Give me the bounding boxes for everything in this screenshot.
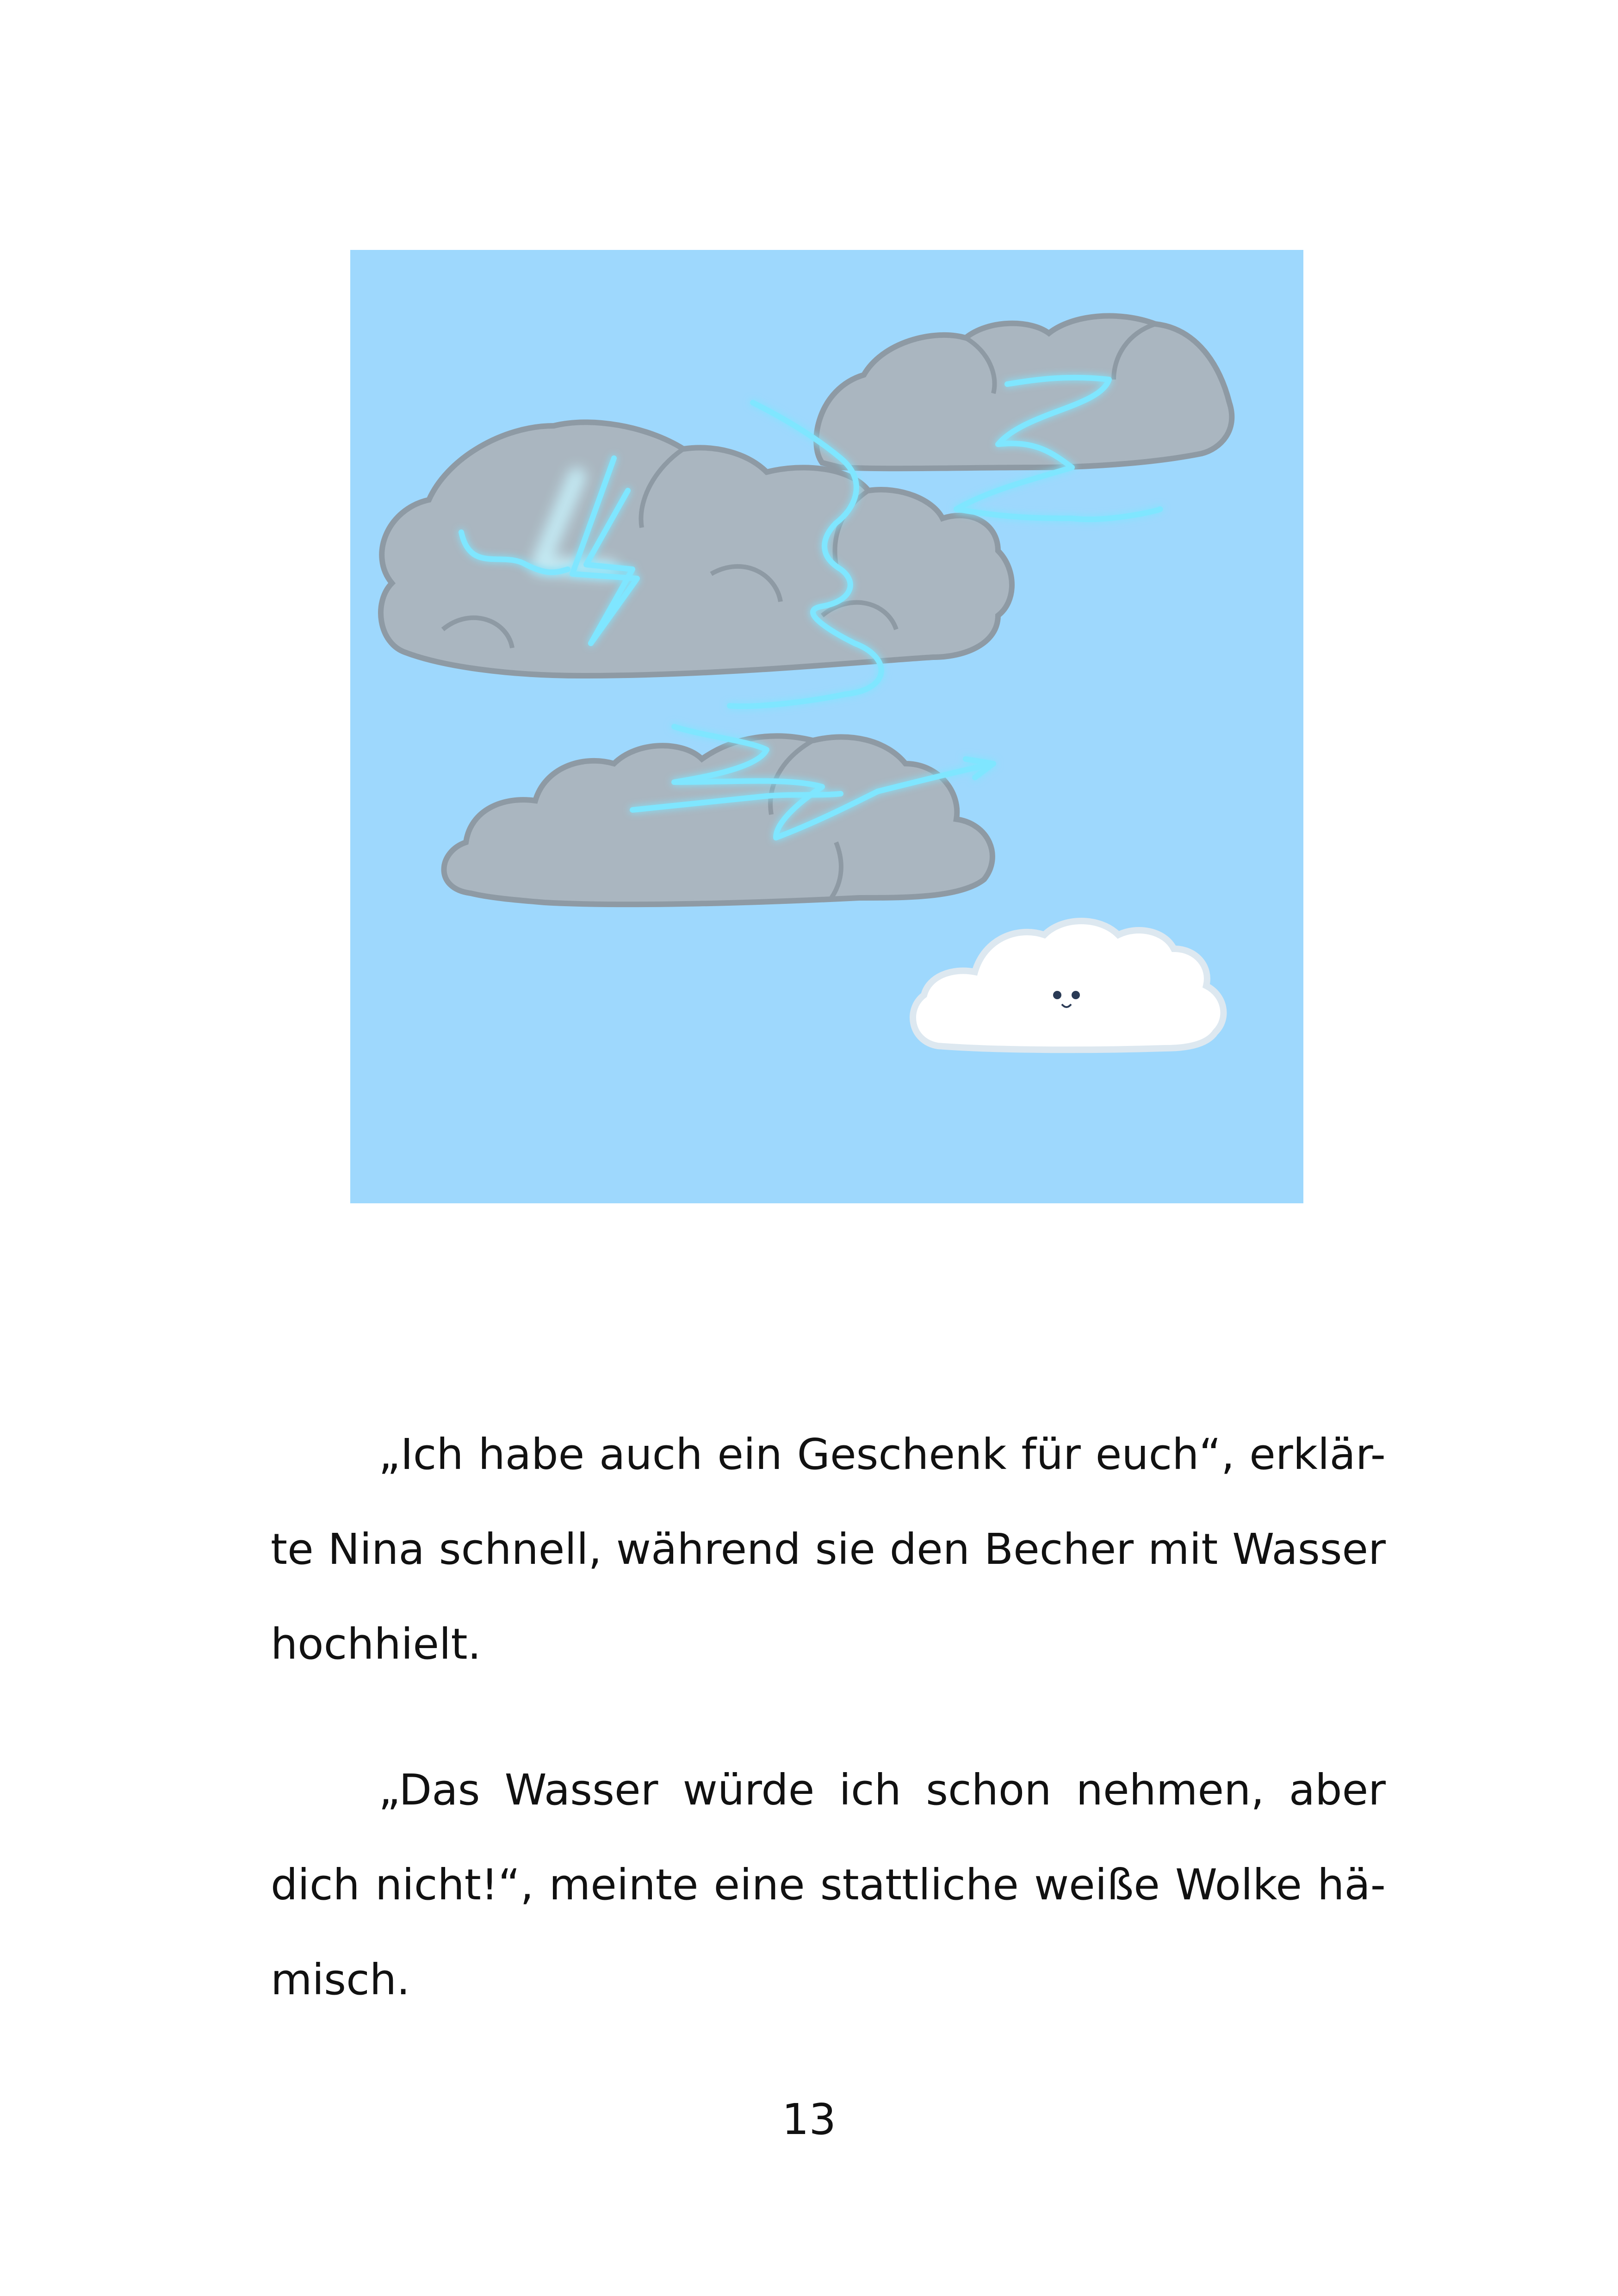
text-line: hochhielt. [271, 1619, 481, 1669]
story-illustration [350, 250, 1303, 1203]
story-text [271, 1407, 1386, 2078]
text-line: „Das Wasser würde ich schon nehmen, aber [378, 1765, 1386, 1815]
storm-clouds-picture [350, 250, 1303, 1203]
text-line: te Nina schnell, während sie den Becher mit Wasser [271, 1524, 1386, 1574]
cloud-eye-right [1072, 991, 1080, 999]
text-line: dich nicht!“, meinte eine stattliche weiße Wolke hä- [271, 1860, 1386, 1910]
paragraph-1 [271, 1407, 1386, 1692]
text-line: „Ich habe auch ein Geschenk für euch“, erklär- [378, 1430, 1386, 1479]
paragraph-2 [271, 1742, 1386, 2027]
text-line: misch. [271, 1955, 410, 2004]
page-number: 13 [781, 2095, 837, 2144]
cloud-eye-left [1053, 991, 1061, 999]
